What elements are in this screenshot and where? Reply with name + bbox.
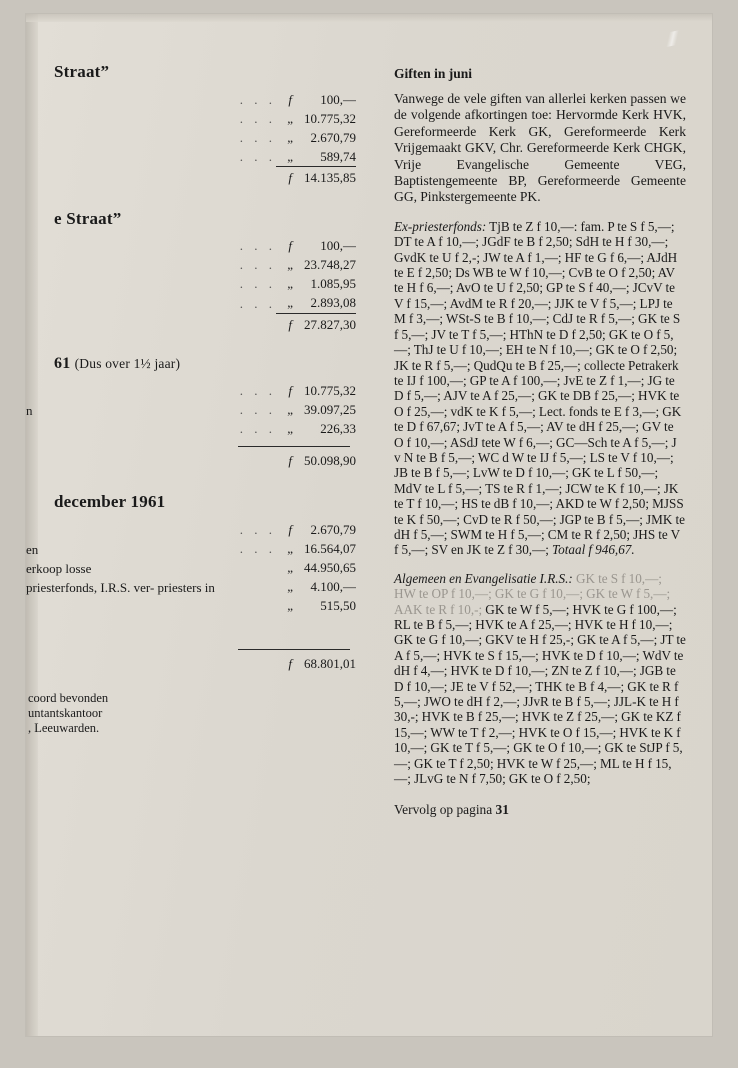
row-currency: f bbox=[288, 521, 292, 537]
row-currency: „ bbox=[287, 540, 292, 556]
continued-notice bbox=[394, 802, 686, 818]
row-currency: „ bbox=[287, 420, 292, 436]
table-row bbox=[26, 275, 356, 294]
total-spacer bbox=[224, 451, 276, 470]
row-currency: „ bbox=[287, 578, 292, 594]
leader-dots: . . . bbox=[239, 238, 276, 253]
row-label bbox=[26, 90, 224, 109]
financial-table-3 bbox=[26, 381, 356, 438]
page-top-edge bbox=[26, 14, 712, 22]
row-label: priesterfonds, I.R.S. ver- priesters in bbox=[26, 579, 215, 595]
row-label: en bbox=[26, 541, 39, 557]
financial-table-1 bbox=[26, 90, 356, 195]
table-row bbox=[26, 381, 356, 400]
intro-paragraph: Vanwege de vele giften van allerlei kerken passen we de volgende afkortingen toe: Hervormde Kerk HVK, Gereformeerde Kerk GK, Gereformeerde Kerk Vrijgemaakt GKV, Chr. Gereformeerde Kerk CHGK, Vrije Evangelische Gemeente VEG, Baptistengemeente BP, Gereformeerde Gemeente GG, Pinkstergemeente PK. bbox=[394, 91, 686, 205]
financial-table-4 bbox=[26, 520, 356, 615]
table-row bbox=[26, 558, 356, 577]
row-amount: 39.097,25 bbox=[304, 401, 356, 417]
ex-priesterfonds-paragraph bbox=[394, 219, 686, 558]
algemeen-evangelisatie-body: GK te W f 5,—; HVK te G f 100,—; RL te B f 5,—; HVK te A f 25,—; HVK te H f 10,—; GK te G f 10,—; GKV te H f 25,-; GK te A f 5,—; JT te A f 5,—; HVK te S f 15,—; HVK te D f 10,—; WdV te dH f 4,—; HVK te D f 10,—; ZN te Z f 10,—; JGB te D f 10,—; JE te V f 52,—; THK te B f 4,—; GK te R f 5,—; JWO te dH f 2,—; JJvR te B f 5,—; JJL-K te H f 30,-; HVK te B f 25,—; HVK te Z f 25,—; GK te KZ f 15,—; WW te T f 2,—; HVK te O f 15,—; HVK te K f 10,—; GK te T f 5,—; GK te O f 10,—; GK te StJP f 5,—; GK te T f 2,50; HVK te W f 25,—; ML te H f 15,—; JLvG te N f 7,50; GK te O f 2,50; bbox=[394, 601, 686, 787]
section-title-4-text: december bbox=[54, 492, 127, 511]
leader-dots: . . . bbox=[239, 295, 276, 311]
row-amount: 2.893,08 bbox=[310, 295, 356, 310]
row-label bbox=[26, 275, 224, 294]
algemeen-evangelisatie-paragraph bbox=[394, 571, 686, 787]
left-footer-note bbox=[26, 691, 356, 736]
total-spacer bbox=[224, 654, 276, 673]
row-amount: 589,74 bbox=[320, 148, 356, 164]
financial-table-3-total bbox=[26, 451, 356, 470]
row-amount: 10.775,32 bbox=[304, 110, 356, 126]
total-amount: 68.801,01 bbox=[304, 655, 356, 671]
row-currency: f bbox=[288, 382, 292, 398]
row-currency: „ bbox=[287, 257, 292, 272]
table-row bbox=[26, 520, 356, 539]
table-row bbox=[26, 147, 356, 167]
row-label bbox=[26, 419, 224, 438]
total-amount: 14.135,85 bbox=[292, 167, 356, 188]
row-label: erkoop losse bbox=[26, 560, 92, 576]
row-label bbox=[26, 256, 224, 275]
table-row bbox=[26, 109, 356, 128]
row-amount: 44.950,65 bbox=[304, 559, 356, 575]
total-label bbox=[26, 313, 224, 334]
section-4-rule bbox=[238, 649, 350, 650]
leader-dots bbox=[224, 558, 276, 577]
right-column-heading: Giften in juni bbox=[394, 66, 473, 81]
row-label: n bbox=[26, 402, 33, 418]
row-label bbox=[26, 128, 224, 147]
row-currency: „ bbox=[287, 148, 292, 164]
table-row bbox=[26, 539, 356, 558]
total-label bbox=[26, 451, 224, 470]
row-label bbox=[26, 596, 224, 615]
leader-dots: . . . bbox=[239, 257, 276, 272]
ex-priesterfonds-label: Ex-priesterfonds: bbox=[394, 218, 487, 234]
row-label bbox=[26, 109, 224, 128]
continued-label: Vervolg op pagina bbox=[394, 802, 493, 818]
leader-dots: . . . bbox=[239, 276, 276, 291]
table-total-row bbox=[26, 167, 356, 188]
row-label bbox=[26, 294, 224, 314]
leader-dots: . . . bbox=[239, 540, 276, 556]
section-title-3 bbox=[26, 355, 356, 373]
row-amount: 2.670,79 bbox=[310, 129, 356, 145]
financial-table-2 bbox=[26, 237, 356, 342]
left-column bbox=[26, 62, 356, 1007]
leader-dots: . . . bbox=[239, 420, 276, 436]
total-currency: f bbox=[288, 655, 292, 671]
row-spacer bbox=[26, 188, 356, 195]
row-label bbox=[26, 147, 224, 167]
row-currency: f bbox=[288, 91, 292, 107]
total-spacer bbox=[224, 313, 276, 334]
row-label bbox=[26, 381, 224, 400]
leader-dots bbox=[224, 596, 276, 615]
section-title-4 bbox=[26, 492, 356, 512]
row-currency: „ bbox=[287, 295, 292, 310]
row-amount: 2.670,79 bbox=[310, 521, 356, 537]
table-row bbox=[26, 128, 356, 147]
table-row bbox=[26, 294, 356, 314]
row-amount: 515,50 bbox=[320, 597, 356, 613]
table-row bbox=[26, 596, 356, 615]
leader-dots: . . . bbox=[239, 149, 276, 164]
right-column bbox=[394, 66, 686, 818]
row-spacer bbox=[26, 334, 356, 341]
row-amount: 100,— bbox=[320, 238, 356, 253]
table-row bbox=[26, 90, 356, 109]
row-amount: 100,— bbox=[320, 91, 356, 107]
total-amount: 50.098,90 bbox=[304, 452, 356, 468]
total-currency: f bbox=[276, 313, 292, 334]
row-currency: „ bbox=[287, 401, 292, 417]
algemeen-evangelisatie-faded: GK te S f 10,—; HW te OP f 10,—; GK te G f 10,—; GK te W f 5,—; AAK te R f 10,-; bbox=[394, 570, 671, 617]
row-currency: „ bbox=[287, 129, 292, 145]
ex-priesterfonds-body: TjB te Z f 10,—: fam. P te S f 5,—; DT te A f 10,—; JGdF te B f 2,50; SdH te H f 30,—; GvdK te U f 2,-; JW te A f 1,—; HF te G f 6,—; AJdH te E f 2,50; Ds WB te W f 10,—; CvB te O f 2,50; AV te H f 6,—; AvO te U f 2,50; GP te S f 40,—; JCvV te V f 15,—; AvdM te R f 20,—; JJK te V f 5,—; LPJ te M f 3,—; WSt-S te B f 10,—; CdJ te R f 5,—; GK te S f 5,—; JV te T f 5,—; HThN te D f 2,50; GK te O f 5,—; ThJ te U f 10,—; EH te N f 10,—; GK te O f 2,50; JK te R f 5,—; QudQu te B f 25,—; collecte Petrakerk te IJ f 100,—; GP te A f 100,—; JvE te Z f 1,—; JG te D f 5,—; AJV te A f 25,—; GK te DB f 25,—; HVK te O f 25,—; vdK te K f 5,—; Lect. fonds te E f 3,—; GK te D f 67,67; JvT te A f 5,—; AV te dH f 25,—; GV te O f 10,—; ASdJ tete W f 6,—; GC—Sch te A f 5,—; J v N te B f 5,—; WC d W te IJ f 5,—; LS te V f 10,—; JB te B f 5,—; LvW te D f 10,—; GK te L f 50,—; MdV te L f 5,—; TS te R f 1,—; JCW te K f 10,—; JK te T f 10,—; HS te dB f 10,—; AKD te W f 2,50; MJSS te K f 50,—; CvD te R f 50,—; JGP te B f 5,—; JMK te dH f 5,—; SWM te H f 5,—; CM te R f 2,50; JHS te V f 5,—; SV en JK te Z f 30,—; bbox=[394, 218, 686, 558]
leader-dots: . . . bbox=[239, 401, 276, 417]
table-total-row bbox=[26, 654, 356, 673]
section-title-4-suffix: 1961 bbox=[130, 492, 166, 511]
section-title-3-suffix: (Dus over 1½ jaar) bbox=[74, 356, 181, 371]
row-amount: 16.564,07 bbox=[304, 540, 356, 556]
table-total-row bbox=[26, 451, 356, 470]
ex-priesterfonds-total: Totaal f 946,67. bbox=[552, 542, 635, 558]
table-row bbox=[26, 577, 356, 596]
row-label bbox=[26, 520, 224, 539]
section-title-3-text: 61 bbox=[54, 355, 71, 372]
row-amount: 10.775,32 bbox=[304, 382, 356, 398]
row-amount: 23.748,27 bbox=[304, 257, 356, 272]
row-currency: „ bbox=[287, 276, 292, 291]
section-title-2: e Straat” bbox=[54, 208, 122, 228]
leader-dots: . . . bbox=[239, 91, 276, 107]
footer-line-3: , Leeuwarden. bbox=[28, 721, 100, 735]
row-amount: 4.100,— bbox=[310, 578, 356, 594]
page bbox=[26, 14, 712, 1036]
row-currency: „ bbox=[287, 110, 292, 126]
table-row bbox=[26, 256, 356, 275]
total-label bbox=[26, 167, 224, 188]
continued-page-number: 31 bbox=[495, 802, 509, 818]
total-label bbox=[26, 654, 224, 673]
row-currency: f bbox=[288, 238, 292, 253]
table-row bbox=[26, 237, 356, 256]
total-currency: f bbox=[288, 452, 292, 468]
footer-line-1: coord bevonden bbox=[28, 691, 109, 705]
leader-dots: . . . bbox=[239, 129, 276, 145]
leader-dots: . . . bbox=[239, 110, 276, 126]
table-row bbox=[26, 419, 356, 438]
row-label bbox=[26, 237, 224, 256]
financial-table-4-total bbox=[26, 654, 356, 673]
row-amount: 1.085,95 bbox=[310, 276, 356, 291]
row-currency: „ bbox=[287, 597, 292, 613]
total-amount: 27.827,30 bbox=[292, 313, 356, 334]
total-spacer bbox=[224, 167, 276, 188]
row-amount: 226,33 bbox=[320, 420, 356, 436]
leader-dots bbox=[224, 577, 276, 596]
footer-line-2: untantskantoor bbox=[28, 706, 103, 720]
section-3-rule bbox=[238, 446, 350, 447]
table-total-row bbox=[26, 313, 356, 334]
leader-dots: . . . bbox=[239, 521, 276, 537]
row-currency: „ bbox=[287, 559, 292, 575]
algemeen-evangelisatie-label: Algemeen en Evangelisatie I.R.S.: bbox=[394, 570, 573, 586]
leader-dots: . . . bbox=[239, 382, 276, 398]
total-currency: f bbox=[276, 167, 292, 188]
section-title-1: Straat” bbox=[54, 62, 110, 81]
table-row bbox=[26, 400, 356, 419]
